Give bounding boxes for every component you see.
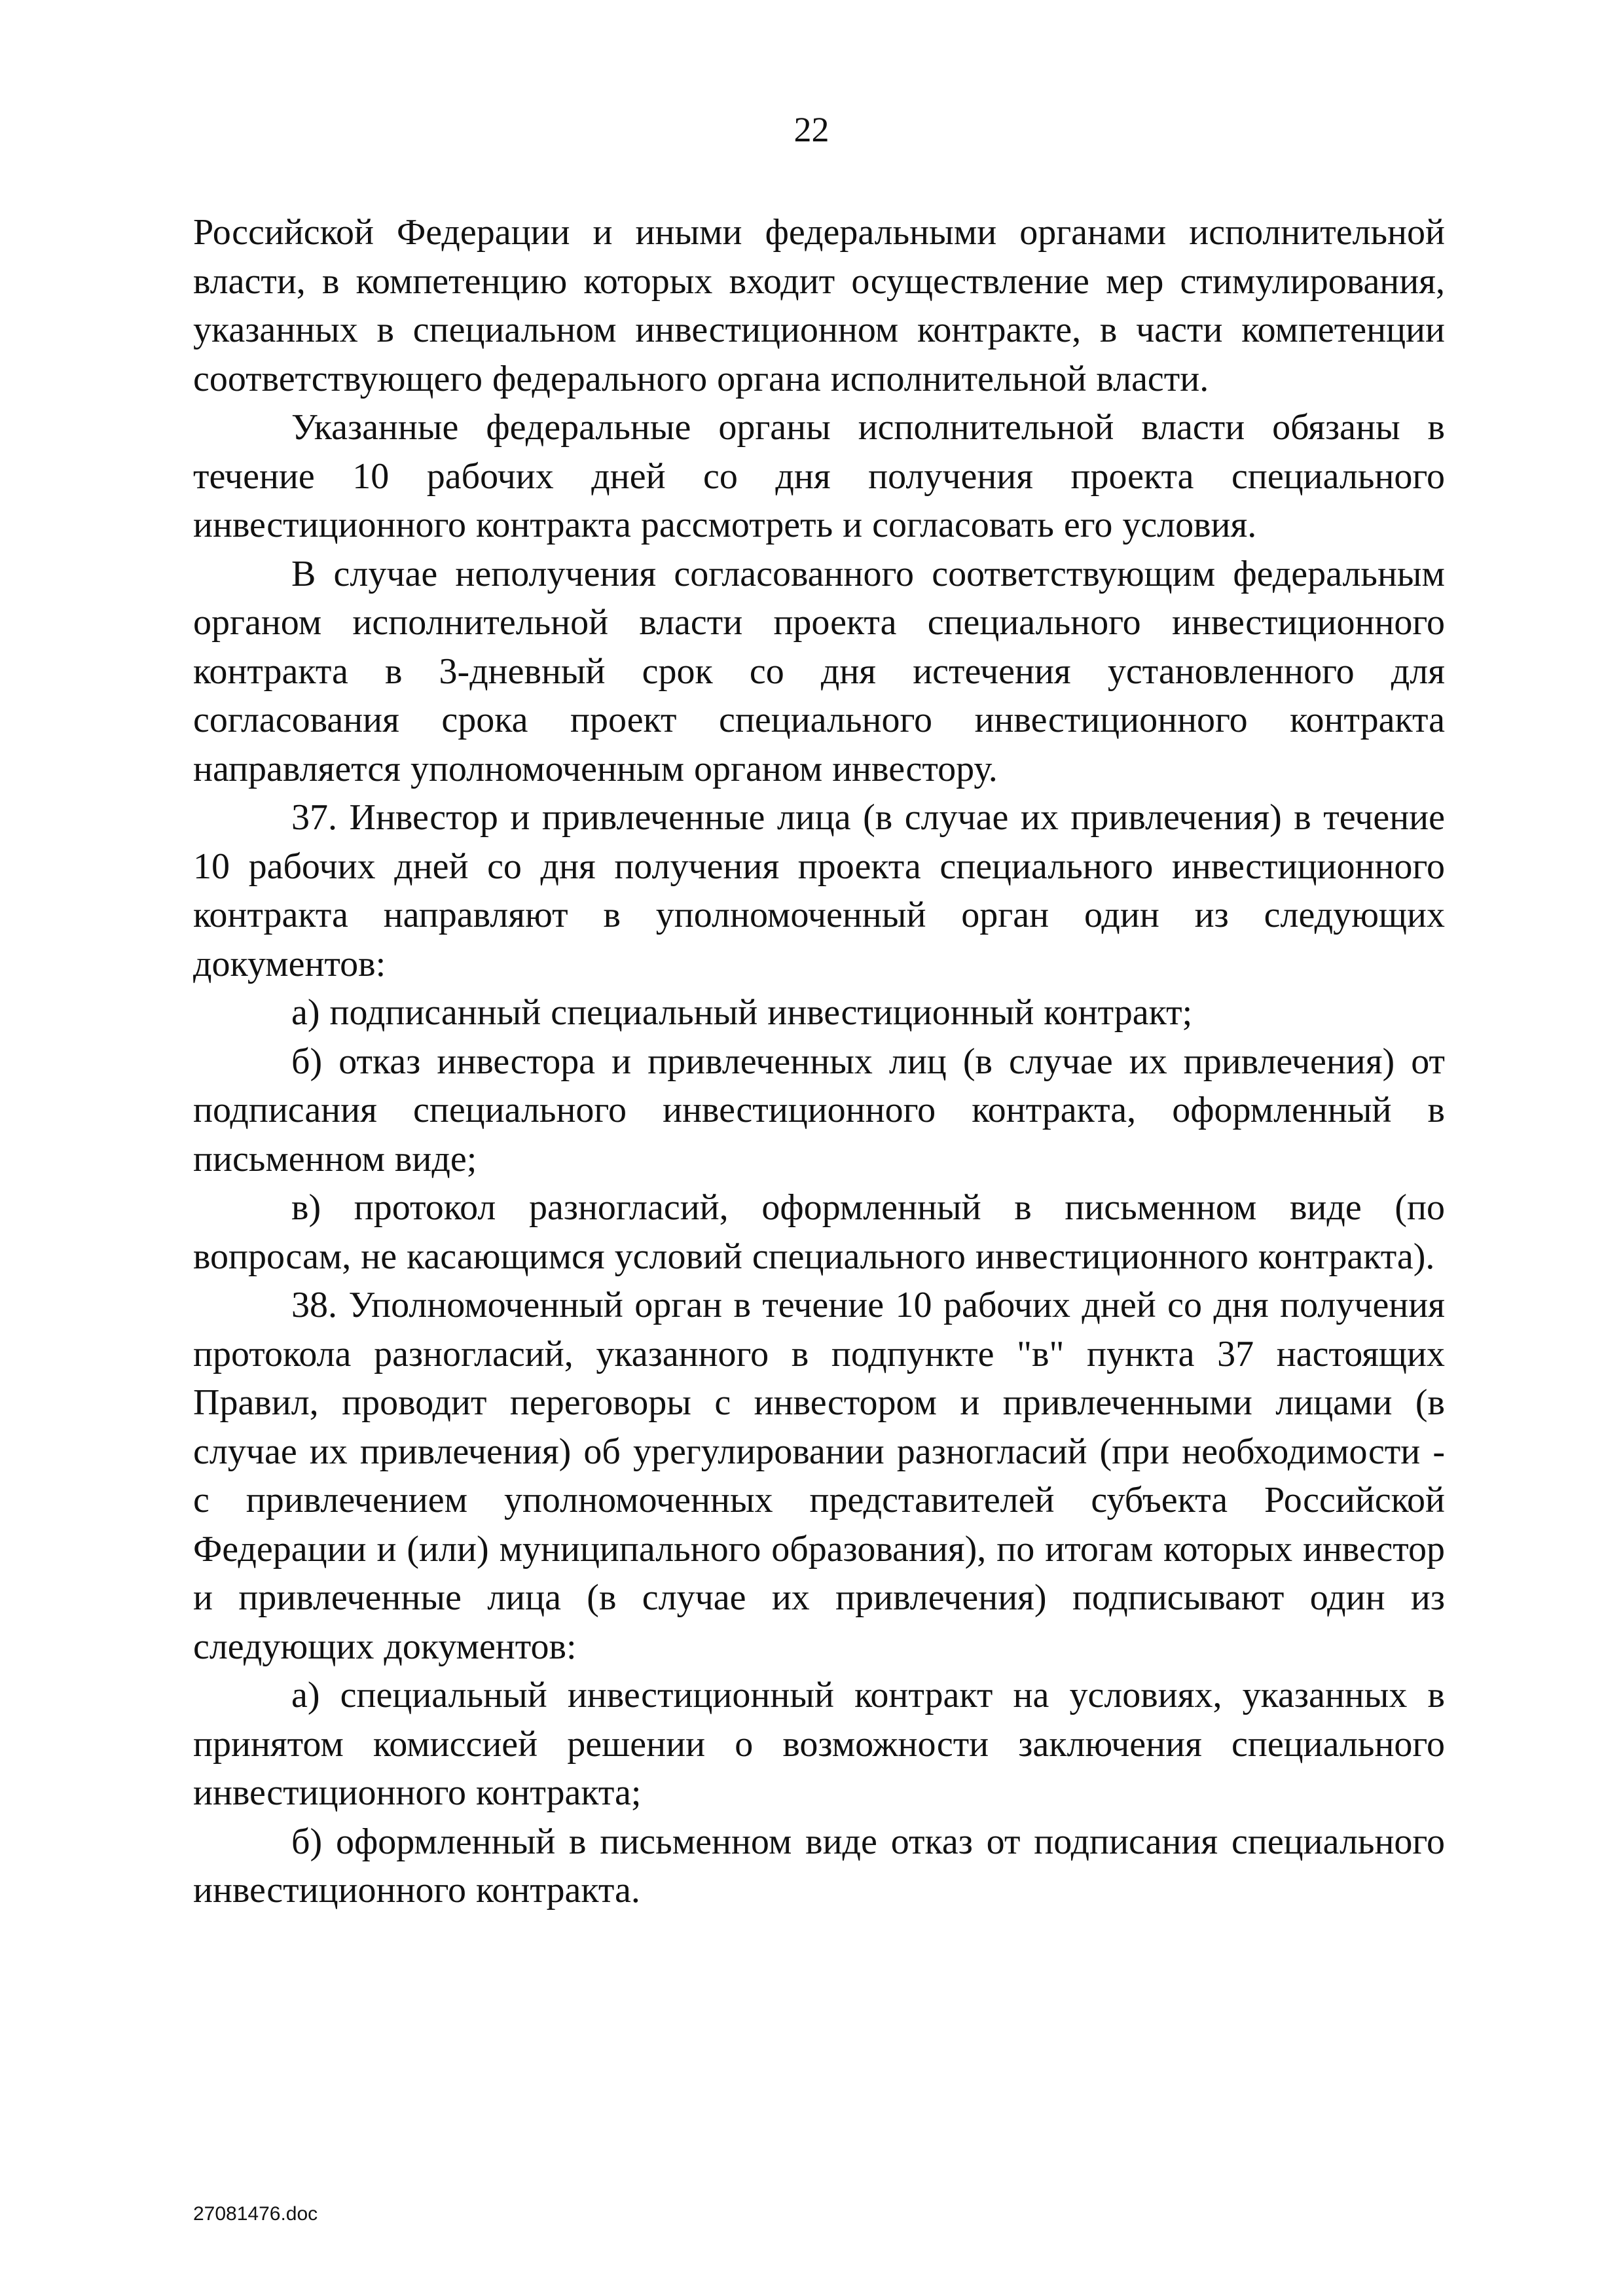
paragraph: в) протокол разногласий, оформленный в письменном виде (по вопросам, не касающимся условий специального инвестиционного контракта).	[193, 1187, 1445, 1277]
page-number: 22	[793, 110, 830, 149]
paragraph: б) оформленный в письменном виде отказ от подписания специального инвестиционного контракта.	[193, 1821, 1445, 1910]
paragraph: В случае неполучения согласованного соответствующим федеральным органом исполнительной власти проекта специального инвестиционного контракта в 3-дневный срок со дня истечения установленного для согласования срока проект специального инвестиционного контракта направляется уполномоченным органом инвестору.	[193, 553, 1445, 789]
document-body	[193, 208, 1445, 1915]
paragraph: а) подписанный специальный инвестиционный контракт;	[291, 992, 1193, 1033]
paragraph: а) специальный инвестиционный контракт на условиях, указанных в принятом комиссией решении о возможности заключения специального инвестиционного контракта;	[193, 1675, 1445, 1813]
paragraph: б) отказ инвестора и привлеченных лиц (в случае их привлечения) от подписания специального инвестиционного контракта, оформленный в письменном виде;	[193, 1041, 1445, 1179]
paragraph: Российской Федерации и иными федеральными органами исполнительной власти, в компетенцию которых входит осуществление мер стимулирования, указанных в специальном инвестиционном контракте, в части компетенции соответствующего федерального органа исполнительной власти.	[193, 212, 1445, 399]
paragraph: 38. Уполномоченный орган в течение 10 рабочих дней со дня получения протокола разногласий, указанного в подпункте "в" пункта 37 настоящих Правил, проводит переговоры с инвестором и привлеченными лицами (в случае их привлечения) об урегулировании разногласий (при необходимости - с привлечением уполномоченных представителей субъекта Российской Федерации и (или) муниципального образования), по итогам которых инвестор и привлеченные лица (в случае их привлечения) подписывают один из следующих документов:	[193, 1285, 1445, 1667]
document-filename: 27081476.doc	[193, 2203, 318, 2225]
paragraph: Указанные федеральные органы исполнительной власти обязаны в течение 10 рабочих дней со дня получения проекта специального инвестиционного контракта рассмотреть и согласовать его условия.	[193, 407, 1445, 545]
paragraph: 37. Инвестор и привлеченные лица (в случае их привлечения) в течение 10 рабочих дней со дня получения проекта специального инвестиционного контракта направляют в уполномоченный орган один из следующих документов:	[193, 797, 1445, 984]
